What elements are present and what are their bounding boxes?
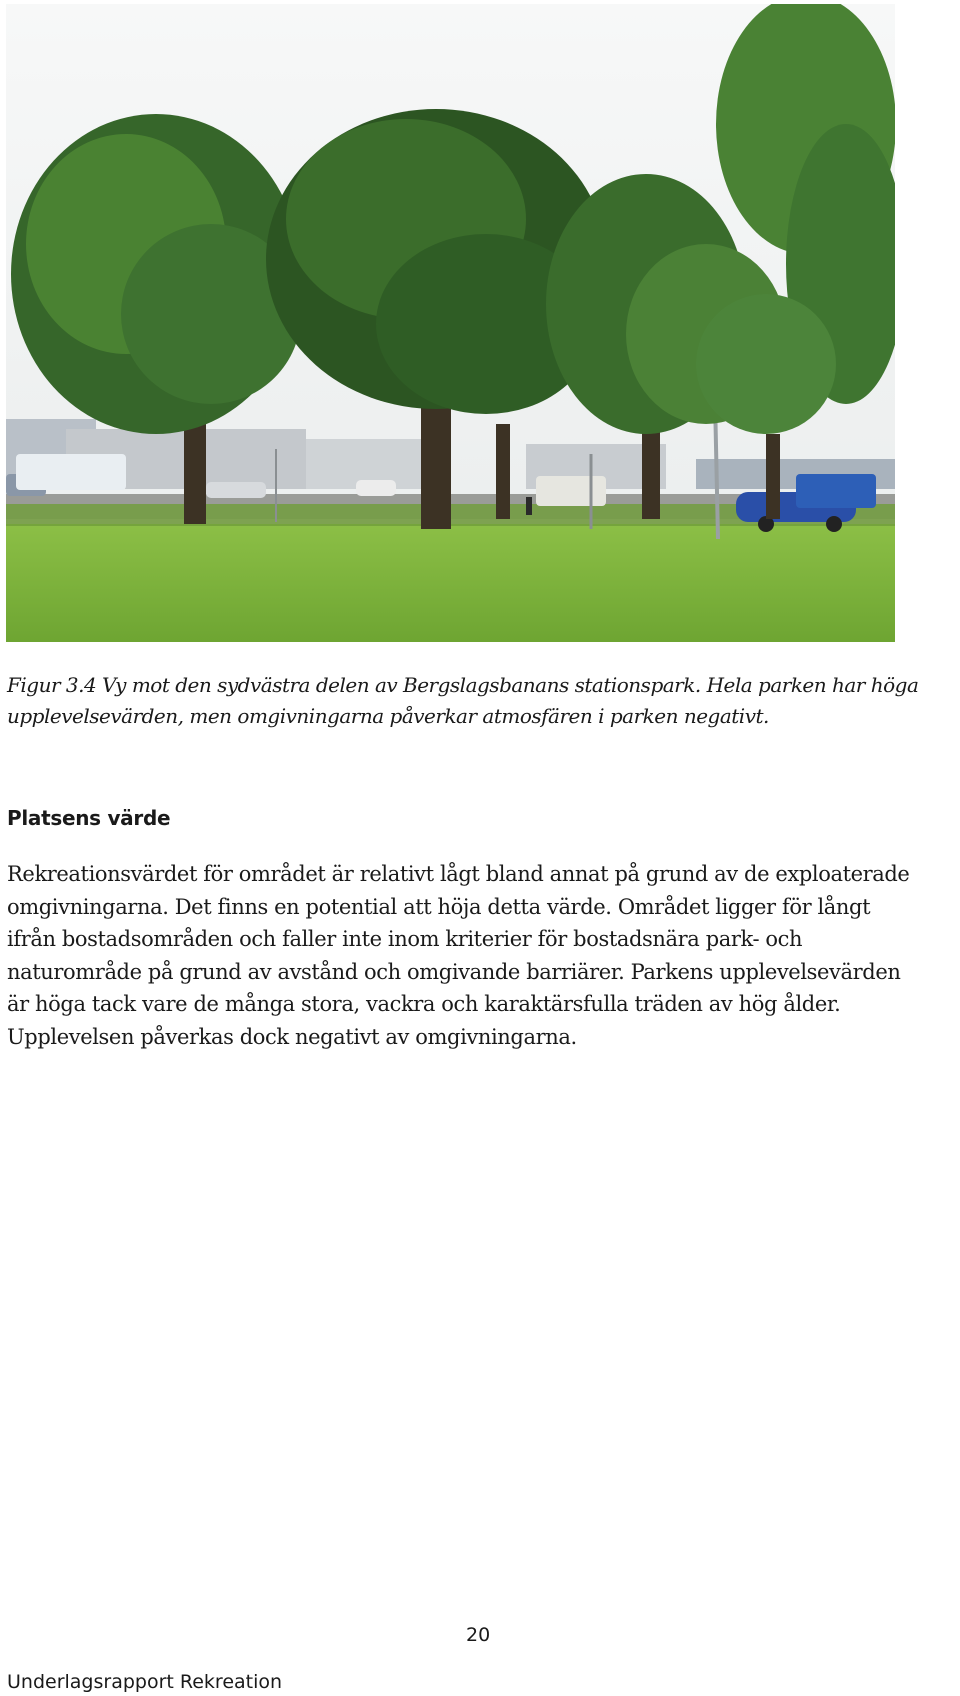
paragraph-line: Rekreationsvärdet för området är relativt lågt bland annat på grund av de exploaterade: [7, 862, 910, 886]
park-trees-photo: [6, 4, 895, 642]
paragraph-line: är höga tack vare de många stora, vackra och karaktärsfulla träden av hög ålder.: [7, 992, 841, 1016]
page-number: 20: [466, 1624, 491, 1646]
paragraph-line: omgivningarna. Det finns en potential att höja detta värde. Området ligger för långt: [7, 894, 871, 919]
grass-lawn: [6, 524, 895, 642]
pedestrian: [526, 497, 532, 515]
blue-bus: [796, 474, 876, 508]
section-heading: Platsens värde: [7, 806, 171, 830]
figure-caption: [7, 670, 957, 732]
section-paragraph: [7, 858, 957, 1053]
paragraph-line: naturområde på grund av avstånd och omgivande barriärer. Parkens upplevelsevärden: [7, 959, 901, 984]
paragraph-line: ifrån bostadsområden och faller inte inom kriterier för bostadsnära park- och: [7, 927, 803, 951]
paragraph-line: Upplevelsen påverkas dock negativt av omgivningarna.: [7, 1024, 577, 1049]
report-footer: Underlagsrapport Rekreation: [7, 1671, 283, 1693]
caption-line: Figur 3.4 Vy mot den sydvästra delen av Bergslagsbanans stationspark. Hela parken har höga: [7, 673, 919, 697]
caption-line: upplevelsevärden, men omgivningarna påverkar atmosfären i parken negativt.: [7, 704, 769, 728]
